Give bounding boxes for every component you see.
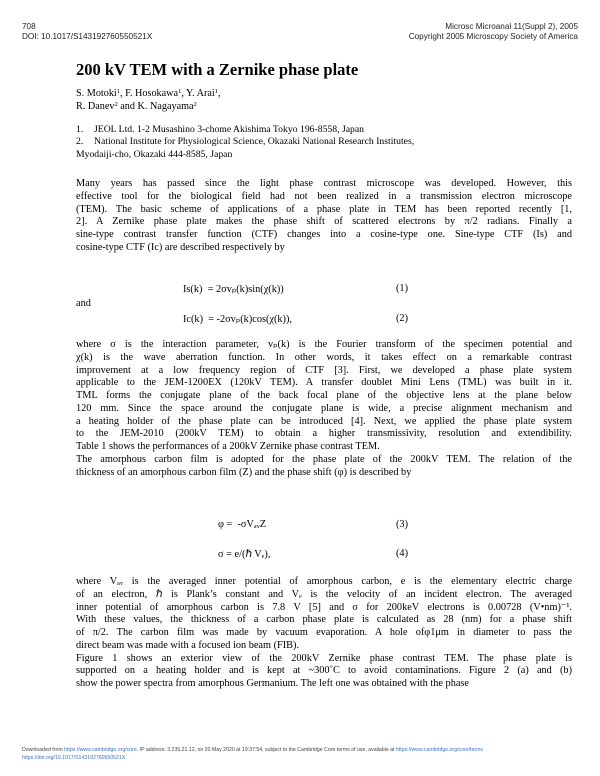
author-name: S. Motoki — [76, 88, 117, 99]
author-affil-mark: 1 — [214, 88, 218, 95]
paragraph-methods: where σ is the interaction parameter, vₚ(k) is the Fourier transform of the specimen potential and χ(k) is the wave aberration function. In other words, it takes effect on a remarkable contrast improvement at a low frequency region of CTF [3]. First, we developed a phase plate system applicable to the JEM-1200EX (120kV TEM). A transfer doublet Mini Lens (TML) was built in it. TML forms the conjugate plane of the back focal plane of the objective lens at the plane below 120 mm. Since the space around the conjugate plane is wide, a precise alignment mechanism and a heating holder of the phase plate can be introduced [4]. Next, we applied the phase plate system to the JEM-2010 (200kV TEM) to obtain a higher transmissivity, resolution and extendibility. Table 1 shows the performances of a 200kV Zernike phase contrast TEM. The amorphous carbon film is adopted for the phase plate of the 200kV TEM. The relation of the thickness of an amorphous carbon film (Z) and the phase shift (φ) is described by — [76, 339, 572, 478]
author-list — [76, 88, 221, 113]
affiliation-list — [76, 124, 414, 161]
equation-4-number: (4) — [396, 548, 409, 559]
cambridge-core-link[interactable]: https://www.cambridge.org/core — [64, 747, 137, 753]
author-line-1 — [76, 88, 221, 101]
equation-1-number: (1) — [396, 283, 409, 294]
affiliation-2-cont: Myodaiji-cho, Okazaki 444-8585, Japan — [76, 148, 233, 160]
author-line-2 — [76, 101, 221, 114]
doi-link[interactable]: https://doi.org/10.1017/S143192760550521X — [22, 755, 126, 761]
author-affil-mark: 2 — [114, 100, 118, 108]
equation-3: φ = -σVₐᵥZ — [218, 519, 267, 530]
author-separator: , — [217, 88, 221, 99]
equation-4: σ = e/(ℏ Vₑ), — [218, 549, 271, 560]
equation-2-number: (2) — [396, 313, 409, 324]
equation-3-number: (3) — [396, 519, 409, 530]
author-affil-mark: 1 — [116, 88, 121, 95]
author-name: and K. Nagayama — [117, 100, 194, 112]
equation-1: Is(k) = 2σvₚ(k)sin(χ(k)) — [183, 284, 284, 295]
header-right — [409, 22, 578, 42]
paragraph-intro: Many years has passed since the light phase contrast microscope was developed. However, this effective tool for the biological field had not been realized in a transmission electron microscope (TEM). The basic scheme of applications of a phase plate in TEM has been reported recently [1, 2]. A Zernike phase plate makes the phase shift of scattered electrons by π/2 radians. Finally a sine-type contrast transfer function (CTF) changes into a cosine-type one. Sine-type CTF (Is) and cosine-type CTF (Ic) are described respectively by — [76, 178, 572, 253]
paragraph-results: where Vₐᵥ is the averaged inner potential of amorphous carbon, e is the elementary electric charge of an electron, ℏ is Plank’s constant and Vₑ is the velocity of an incident electron. The averaged inner potential of amorphous carbon is 7.8 V [5] and σ for 200keV electrons is 0.00728 (V•nm)⁻¹. With these values, the thickness of a carbon phase plate is calculated as 28 (nm) for a phase shift of π/2. The carbon film was made by vacuum evaporation. A hole ofφ1μm in diameter to pass the direct beam was made with a focused ion beam (FIB). Figure 1 shows an exterior view of the 200kV Zernike phase contrast TEM. The phase plate is supported on a heating holder and is kept at ~300˚C to avoid contaminations. Figure 2 (a) and (b) show the power spectra from amorphous Germanium. The left one was obtained with the phase — [76, 576, 572, 689]
affiliation-2: 2. National Institute for Physiological Science, Okazaki National Research Institutes, — [76, 136, 415, 148]
author-affil-mark: 1 — [178, 88, 182, 95]
author-name: , F. Hosokawa — [120, 88, 179, 99]
terms-link[interactable]: https://www.cambridge.org/core/terms — [395, 747, 483, 753]
equation-2: Ic(k) = -2σvₚ(k)cos(χ(k)), — [183, 314, 292, 325]
copyright-notice: Copyright 2005 Microscopy Society of America — [408, 32, 578, 41]
header-left — [22, 22, 152, 42]
and-connector: and — [76, 298, 91, 309]
author-name: , Y. Arai — [181, 88, 215, 99]
paper-title: 200 kV TEM with a Zernike phase plate — [76, 60, 359, 79]
affiliation-1: 1. JEOL Ltd. 1-2 Musashino 3-chome Akishima Tokyo 196-8558, Japan — [76, 124, 365, 135]
doi: DOI: 10.1017/S143192760550521X — [22, 32, 153, 41]
page-number: 708 — [22, 22, 36, 31]
download-footer: Downloaded from https://www.cambridge.org/core. IP address: 3.235.21.12, on 20 May 2020 at 19:37:54, subject to the Cambridge Core terms of use, available at https://www.cambridge.org/core/terms https://doi.org/10.1017/S143192760550521X — [22, 747, 483, 761]
journal-citation: Microsc Microanal 11(Suppl 2), 2005 — [445, 22, 578, 31]
author-name: R. Danev — [76, 100, 115, 112]
author-affil-mark: 2 — [193, 100, 197, 108]
